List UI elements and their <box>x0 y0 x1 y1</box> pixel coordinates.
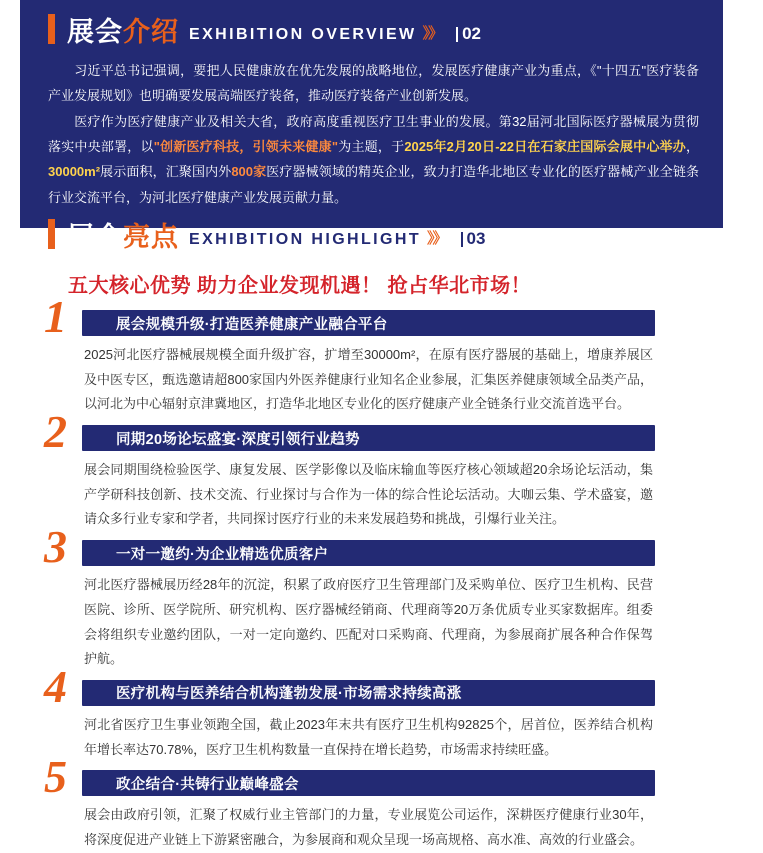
accent-bar <box>48 14 55 44</box>
chevron-right-icon: 》》 <box>422 25 442 42</box>
section-exhibition-highlight <box>20 205 723 853</box>
overview-paragraphs <box>20 56 723 228</box>
highlight-item-title: 一对一邀约·为企业精选优质客户 <box>116 546 329 563</box>
highlight-item-2 <box>20 406 723 532</box>
highlight-item-title: 医疗机构与医养结合机构蓬勃发展·市场需求持续高涨 <box>116 686 462 703</box>
overview-paragraph-2 <box>48 109 699 210</box>
highlight-item-number: 1 <box>44 291 67 342</box>
section-number-text: 03 <box>466 229 486 248</box>
highlight-item-number: 2 <box>44 406 67 458</box>
highlight-item-number: 5 <box>44 751 67 803</box>
section-highlight-number <box>455 229 486 249</box>
title-cn-part2: 介绍 <box>123 17 179 47</box>
highlight-item-text: 展会由政府引领，汇聚了权威行业主管部门的力量，专业展览公司运作，深耕医疗健康行业30年，将深度促进产业链上下游紧密融合，为参展商和观众呈现一场高规格、高水准、高效的行业盛会。 <box>84 807 653 847</box>
overview-p2-seg-a: 医疗作为医疗健康产业及相关大省，政府高度重视医疗卫生事业的发展。第32届河北国际医疗器械展为贯彻落实中央部署，以 <box>48 113 699 155</box>
title-cn-part1: 展会 <box>67 222 123 252</box>
highlight-item-text: 展会同期围绕检验医学、康复发展、医学影像以及临床输血等医疗核心领域超20余场论坛活动，集产学研科技创新、技术交流、行业探讨与合作为一体的综合性论坛活动。大咖云集、学术盛宴，邀请众多行业专家和学者，共同探讨医疗行业的未来发展趋势和挑战，引爆行业关注。 <box>84 462 653 527</box>
overview-paragraph-1-text: 习近平总书记强调，要把人民健康放在优先发展的战略地位，发展医疗健康产业为重点，《"十四五"医疗装备产业发展规划》也明确要发展高端医疗装备，推动医疗装备产业创新发展。 <box>48 63 699 104</box>
highlight-item-title: 展会规模升级·打造医养健康产业融合平台 <box>116 316 388 333</box>
highlight-item-text: 2025河北医疗器械展规模全面升级扩容，扩增至30000m²，在原有医疗器展的基础上，增康养展区及中医专区，甄选邀请超800家国内外医养健康行业知名企业参展，汇集医养健康领域全品类产品，以河北为中心辐射京津冀地区，打造华北地区专业化的医疗健康产业全链条行业交流首选平台。 <box>84 347 653 412</box>
overview-p2-theme: "创新医疗科技，引领未来健康" <box>153 139 339 155</box>
section-overview-header <box>20 0 723 56</box>
title-cn-part1: 展会 <box>67 17 123 47</box>
section-highlight-title-en: EXHIBITION HIGHLIGHT <box>189 231 421 248</box>
highlight-slogan: 五大核心优势 助力企业发现机遇！ 抢占华北市场！ <box>68 275 532 297</box>
highlight-item-number: 3 <box>44 521 67 573</box>
title-cn-part2: 亮点 <box>123 222 179 252</box>
highlight-item-title-bar <box>82 680 655 706</box>
overview-p2-seg-c: ， <box>685 139 699 155</box>
section-overview-number <box>450 24 481 44</box>
overview-paragraph-1 <box>48 58 699 109</box>
section-highlight-header <box>20 205 723 261</box>
highlight-item-text: 河北省医疗卫生事业领跑全国，截止2023年末共有医疗卫生机构92825个，居首位，医养结合机构年增长率达70.78%，医疗卫生机构数量一直保持在增长趋势，市场需求持续旺盛。 <box>84 716 653 757</box>
highlight-item-title-bar <box>82 425 655 451</box>
section-exhibition-overview <box>20 0 723 228</box>
highlight-item-title-bar <box>82 310 655 336</box>
highlight-item-text: 河北医疗器械展历经28年的沉淀，积累了政府医疗卫生管理部门及采购单位、医疗卫生机构、民营医院、诊所、医学院所、研究机构、医疗器械经销商、代理商等20万条优质专业买家数据库。组委会将组织专业邀约团队，一对一定向邀约、匹配对口采购商、代理商，为参展商扩展各种合作保驾护航。 <box>84 577 653 667</box>
highlight-item-3 <box>20 521 723 672</box>
chevron-right-icon: 》》 <box>427 230 446 247</box>
highlight-item-title: 同期20场论坛盛宴·深度引领行业趋势 <box>116 431 360 448</box>
overview-p2-exhibitors: 800家 <box>231 164 267 180</box>
highlight-item-4 <box>20 660 723 762</box>
section-number-text: 02 <box>462 24 481 43</box>
accent-bar <box>48 219 55 249</box>
overview-p2-date-venue: 2025年2月20日-22日在石家庄国际会展中心举办 <box>404 139 686 155</box>
highlight-item-5 <box>20 751 723 852</box>
highlight-item-number: 4 <box>44 660 67 712</box>
highlight-item-title: 政企结合·共铸行业巅峰盛会 <box>116 776 299 793</box>
section-highlight-title-cn <box>67 224 179 251</box>
highlight-item-1 <box>20 291 723 417</box>
overview-p2-area: 30000m² <box>48 164 101 180</box>
section-overview-title-cn <box>67 19 179 46</box>
highlight-item-title-bar <box>82 770 655 796</box>
section-overview-title-en: EXHIBITION OVERVIEW <box>189 26 417 43</box>
highlight-item-title-bar <box>82 540 655 566</box>
overview-p2-seg-b: 为主题，于 <box>338 139 405 155</box>
overview-p2-seg-e: 医疗器械领域的精英企业，致力打造华北地区专业化的医疗器械产业全链条行业交流平台，为河北医疗健康产业发展贡献力量。 <box>48 164 699 205</box>
overview-p2-seg-d: 展示面积，汇聚国内外 <box>100 164 232 180</box>
